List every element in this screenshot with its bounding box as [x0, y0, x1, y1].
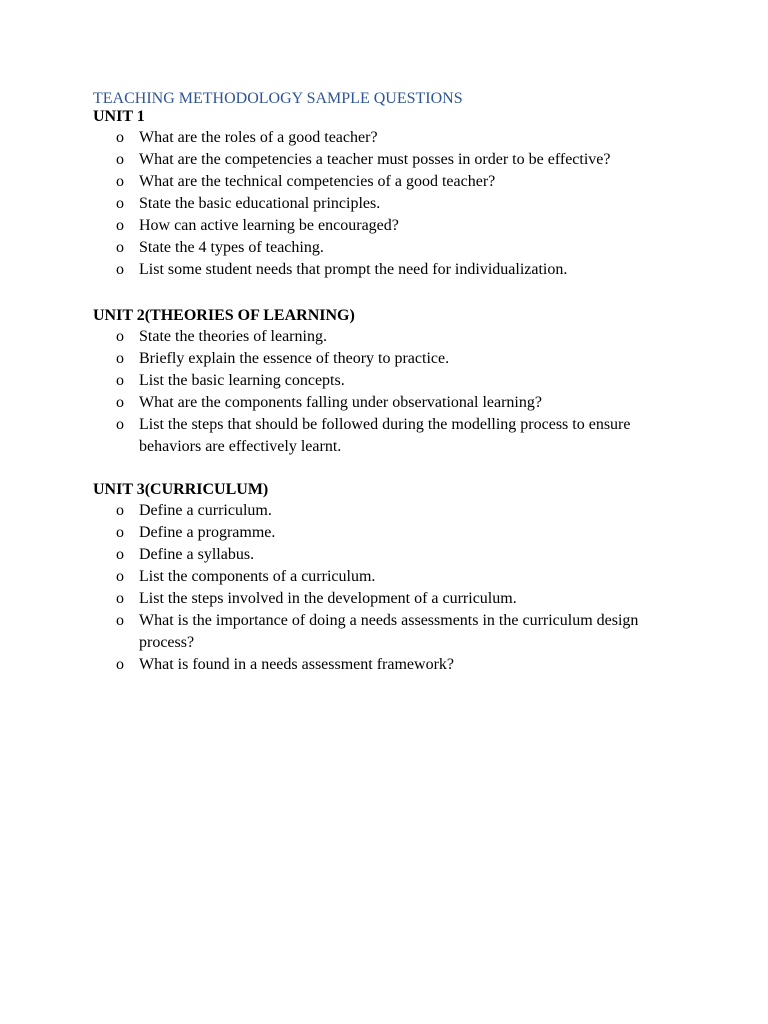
bullet-icon: o	[116, 239, 124, 256]
question-item	[93, 500, 679, 522]
question-text: List the steps that should be followed during the modelling process to ensure behaviors are effectively learnt.	[139, 416, 631, 455]
question-item	[93, 610, 679, 654]
bullet-icon: o	[116, 568, 124, 585]
question-text: What are the components falling under observational learning?	[139, 394, 542, 411]
bullet-icon: o	[116, 502, 124, 519]
bullet-icon: o	[116, 372, 124, 389]
question-text: How can active learning be encouraged?	[139, 217, 399, 234]
question-item	[93, 259, 679, 281]
question-item	[93, 237, 679, 259]
bullet-icon: o	[116, 151, 124, 168]
bullet-icon: o	[116, 350, 124, 367]
bullet-icon: o	[116, 394, 124, 411]
question-item	[93, 193, 679, 215]
unit-3-question-list	[93, 500, 693, 676]
question-item	[93, 127, 679, 149]
question-text: What is found in a needs assessment framework?	[139, 656, 455, 673]
question-item	[93, 414, 679, 458]
question-text: List the components of a curriculum.	[139, 568, 376, 585]
question-text: Define a programme.	[139, 524, 276, 541]
unit-1-heading: UNIT 1	[93, 108, 145, 125]
bullet-icon: o	[116, 173, 124, 190]
unit-2-heading: UNIT 2(THEORIES OF LEARNING)	[93, 307, 355, 324]
question-text: State the theories of learning.	[139, 328, 327, 345]
question-text: State the 4 types of teaching.	[139, 239, 324, 256]
unit-3-section	[93, 480, 693, 676]
question-item	[93, 392, 679, 414]
question-text: State the basic educational principles.	[139, 195, 381, 212]
bullet-icon: o	[116, 656, 124, 673]
question-text: List the steps involved in the development of a curriculum.	[139, 590, 517, 607]
document-title: TEACHING METHODOLOGY SAMPLE QUESTIONS	[93, 90, 463, 107]
bullet-icon: o	[116, 546, 124, 563]
question-text: What are the competencies a teacher must posses in order to be effective?	[139, 151, 611, 168]
question-item	[93, 588, 679, 610]
question-text: Briefly explain the essence of theory to practice.	[139, 350, 450, 367]
question-item	[93, 326, 679, 348]
unit-3-heading: UNIT 3(CURRICULUM)	[93, 481, 269, 498]
bullet-icon: o	[116, 217, 124, 234]
bullet-icon: o	[116, 524, 124, 541]
question-text: Define a syllabus.	[139, 546, 255, 563]
unit-2-question-list	[93, 326, 693, 458]
question-text: What are the roles of a good teacher?	[139, 129, 378, 146]
unit-1-question-list	[93, 127, 693, 281]
question-text: Define a curriculum.	[139, 502, 272, 519]
question-item	[93, 654, 679, 676]
question-item	[93, 544, 679, 566]
unit-2-section	[93, 306, 693, 458]
question-text: What is the importance of doing a needs assessments in the curriculum design process?	[139, 612, 639, 651]
question-text: List the basic learning concepts.	[139, 372, 345, 389]
bullet-icon: o	[116, 590, 124, 607]
question-item	[93, 566, 679, 588]
bullet-icon: o	[116, 612, 124, 629]
bullet-icon: o	[116, 129, 124, 146]
question-text: List some student needs that prompt the need for individualization.	[139, 261, 568, 278]
question-item	[93, 215, 679, 237]
question-item	[93, 370, 679, 392]
bullet-icon: o	[116, 261, 124, 278]
bullet-icon: o	[116, 195, 124, 212]
question-item	[93, 522, 679, 544]
bullet-icon: o	[116, 328, 124, 345]
bullet-icon: o	[116, 416, 124, 433]
unit-1-section	[93, 107, 693, 281]
question-item	[93, 171, 679, 193]
question-text: What are the technical competencies of a good teacher?	[139, 173, 496, 190]
question-item	[93, 149, 679, 171]
question-item	[93, 348, 679, 370]
